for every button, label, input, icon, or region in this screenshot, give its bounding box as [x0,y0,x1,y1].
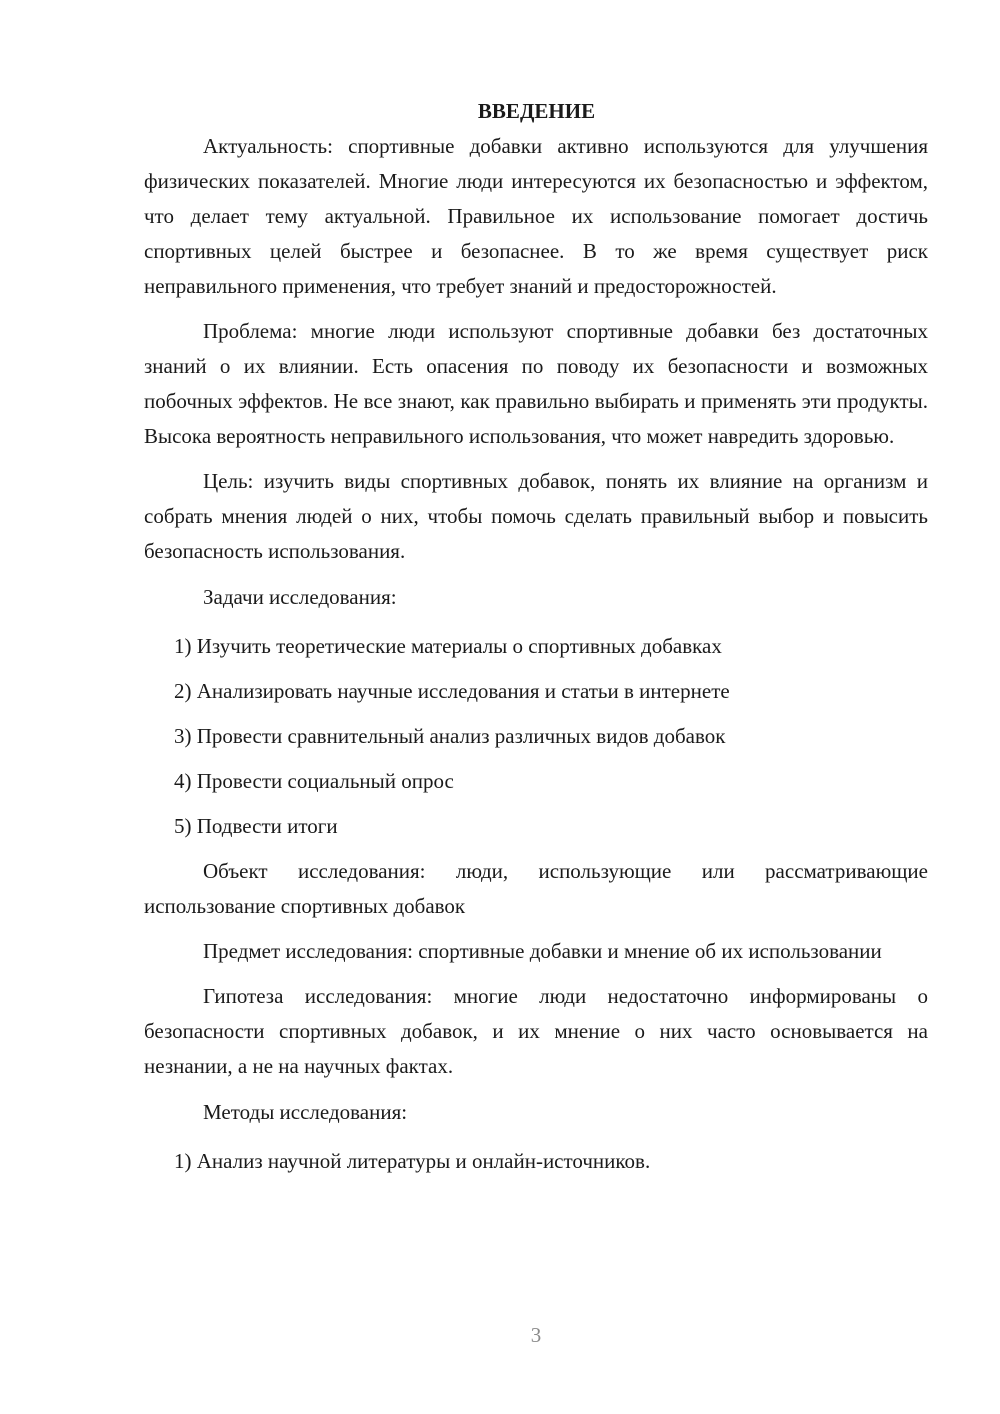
section-title: ВВЕДЕНИЕ [477,99,596,123]
page-content [144,94,928,1179]
task-item-2: 2) Анализировать научные исследования и статьи в интернете [174,679,730,703]
object-paragraph: Объект исследования: люди, использующие или рассматривающие использование спортивных добавок [144,859,928,918]
problem-paragraph: Проблема: многие люди используют спортивные добавки без достаточных знаний о их влиянии. Есть опасения по поводу их безопасности и возможных побочных эффектов. Не все знают, как правильно выбирать и применять эти продукты. Высока вероятность неправильного использования, что может навредить здоровью. [144,319,928,448]
task-item-4: 4) Провести социальный опрос [174,769,454,793]
goal-paragraph: Цель: изучить виды спортивных добавок, понять их влияние на организм и собрать мнения людей о них, чтобы помочь сделать правильный выбор и повысить безопасность использования. [144,469,928,563]
task-item-5: 5) Подвести итоги [174,814,338,838]
method-item-1: 1) Анализ научной литературы и онлайн-источников. [174,1149,651,1173]
task-item-3: 3) Провести сравнительный анализ различных видов добавок [174,724,726,748]
hypothesis-paragraph: Гипотеза исследования: многие люди недостаточно информированы о безопасности спортивных добавок, и их мнение о них часто основывается на незнании, а не на научных фактах. [144,984,928,1078]
relevance-paragraph: Актуальность: спортивные добавки активно используются для улучшения физических показателей. Многие люди интересуются их безопасностью и эффектом, что делает тему актуальной. Правильное их использование помогает достичь спортивных целей быстрее и безопаснее. В то же время существует риск неправильного применения, что требует знаний и предосторожностей. [144,134,928,298]
tasks-heading: Задачи исследования: [203,585,397,609]
task-item-1: 1) Изучить теоретические материалы о спортивных добавках [174,634,722,658]
page-number: 3 [530,1323,542,1347]
methods-heading: Методы исследования: [203,1100,408,1124]
subject-paragraph: Предмет исследования: спортивные добавки и мнение об их использовании [203,939,882,963]
